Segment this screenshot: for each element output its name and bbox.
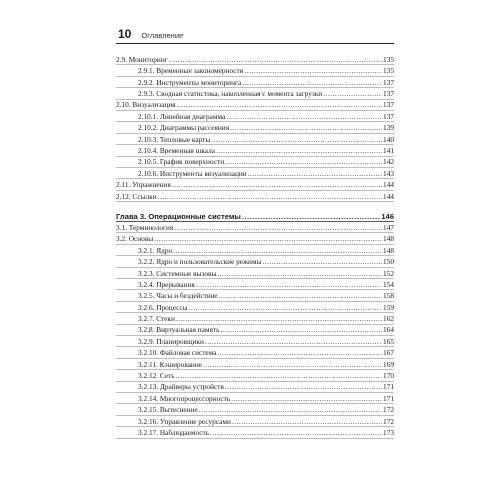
toc-entry-title: 3.2.16. Управление ресурсами xyxy=(138,416,231,426)
toc-entry-page: 144 xyxy=(383,191,394,201)
toc-entry-page: 135 xyxy=(383,66,394,76)
toc-entry-title: 2.10.3. Тепловые карты xyxy=(138,134,211,144)
toc-entry-title: 3.2.10. Файловая система xyxy=(138,348,217,358)
toc-leader-dots xyxy=(245,66,382,75)
toc-entry-title: 3.2. Основы xyxy=(116,234,154,244)
toc-leader-dots xyxy=(217,269,382,278)
toc-leader-dots xyxy=(172,180,382,189)
toc-entry-page: 173 xyxy=(383,428,394,437)
toc-entry-page: 137 xyxy=(383,89,394,99)
toc-entry-page: 165 xyxy=(383,336,394,346)
toc-entry-title: 2.10.1. Линейная диаграмма xyxy=(138,111,226,121)
toc-entry-page: 162 xyxy=(383,314,394,324)
toc-leader-dots xyxy=(219,291,383,300)
toc-chapter-entry[interactable] xyxy=(116,208,394,222)
toc-entry-title: 3.2.17. Наблюдаемость xyxy=(138,428,210,437)
toc-entry[interactable] xyxy=(116,145,394,156)
toc-leader-dots xyxy=(230,123,382,132)
toc-entry-page: 140 xyxy=(383,134,394,144)
toc-entry[interactable] xyxy=(116,336,394,347)
toc-entry-page: 147 xyxy=(383,222,394,232)
toc-leader-dots xyxy=(173,246,382,255)
toc-entry-title: 2.9.3. Сводная статистика, накопленная с момента загрузки xyxy=(138,89,323,99)
toc-entry[interactable] xyxy=(116,347,394,358)
toc-leader-dots xyxy=(242,78,382,87)
toc-entry-title: 3.2.11. Кэширование xyxy=(138,359,202,369)
toc-entry-page: 164 xyxy=(383,325,394,335)
toc-entry[interactable] xyxy=(116,233,394,244)
toc-entry-title: 3.2.13. Драйверы устройств xyxy=(138,382,224,392)
toc-entry-title: 2.9.1. Временные закономерности xyxy=(138,66,244,76)
toc-entry-title: 3.1. Терминология xyxy=(116,222,174,232)
toc-leader-dots xyxy=(248,169,382,178)
toc-entry-title: 2.10.4. Временная шкала xyxy=(138,146,215,156)
toc-entry-page: 172 xyxy=(383,416,394,426)
toc-leader-dots xyxy=(216,146,382,155)
toc-leader-dots xyxy=(217,348,382,357)
toc-entry[interactable] xyxy=(116,302,394,313)
toc-leader-dots xyxy=(205,337,382,346)
toc-entry-title: 3.2.15. Вытеснение xyxy=(138,405,198,415)
toc-entry[interactable] xyxy=(116,65,394,76)
chapter-page: 146 xyxy=(381,211,394,221)
toc-entry[interactable] xyxy=(116,393,394,404)
toc-leader-dots xyxy=(169,55,382,64)
toc-leader-dots xyxy=(176,314,382,323)
toc-leader-dots xyxy=(211,135,382,144)
toc-leader-dots xyxy=(176,371,382,380)
toc-entry[interactable] xyxy=(116,100,394,111)
toc-entry-page: 169 xyxy=(383,359,394,369)
toc-leader-dots xyxy=(263,257,383,266)
toc-entry-title: 2.11. Упражнения xyxy=(116,180,171,190)
toc-entry-page: 158 xyxy=(383,291,394,301)
toc-entry-page: 170 xyxy=(383,371,394,381)
toc-entry-page: 171 xyxy=(383,393,394,403)
toc-entry-page: 143 xyxy=(383,168,394,178)
toc-leader-dots xyxy=(242,212,380,221)
table-of-contents xyxy=(116,54,394,439)
spacer xyxy=(116,202,394,206)
toc-entry-page: 144 xyxy=(383,180,394,190)
running-title: Оглавление xyxy=(141,31,184,40)
toc-leader-dots xyxy=(189,303,383,312)
toc-leader-dots xyxy=(225,157,382,166)
toc-entry[interactable] xyxy=(116,370,394,381)
toc-entry-page: 142 xyxy=(383,157,394,167)
toc-entry-title: 3.2.8. Виртуальная память xyxy=(138,325,220,335)
toc-entry-page: 137 xyxy=(383,77,394,87)
toc-entry[interactable] xyxy=(116,404,394,415)
toc-entry-page: 171 xyxy=(383,382,394,392)
toc-entry[interactable] xyxy=(116,134,394,145)
running-header xyxy=(116,27,394,44)
toc-entry[interactable] xyxy=(116,111,394,122)
toc-entry-title: 3.2.9. Планировщики xyxy=(138,336,204,346)
toc-entry-title: 3.2.3. Системные вызовы xyxy=(138,268,217,278)
toc-entry-title: 2.10. Визуализация xyxy=(116,100,176,110)
toc-leader-dots xyxy=(226,112,382,121)
toc-entry-title: 3.2.6. Процессы xyxy=(138,302,188,312)
toc-entry-page: 148 xyxy=(383,234,394,244)
toc-leader-dots xyxy=(220,325,382,334)
toc-entry[interactable] xyxy=(116,382,394,393)
toc-entry-title: 3.2.5. Часы и бездействие xyxy=(138,291,218,301)
toc-entry-page: 135 xyxy=(383,54,394,64)
toc-entry[interactable] xyxy=(116,168,394,179)
toc-leader-dots xyxy=(174,223,382,232)
toc-entry-page: 154 xyxy=(383,279,394,289)
toc-entry[interactable] xyxy=(116,325,394,336)
toc-entry-title: 2.9. Мониторинг xyxy=(116,54,168,64)
toc-entry-page: 159 xyxy=(383,302,394,312)
toc-entry[interactable] xyxy=(116,279,394,290)
toc-leader-dots xyxy=(196,280,382,289)
toc-entry-title: 2.12. Ссылки xyxy=(116,191,157,201)
page-number: 10 xyxy=(118,27,132,41)
toc-entry-title: 2.10.5. График поверхности xyxy=(138,157,225,167)
toc-entry[interactable] xyxy=(116,268,394,279)
toc-leader-dots xyxy=(158,192,382,201)
toc-entry-page: 137 xyxy=(383,100,394,110)
toc-entry-page: 137 xyxy=(383,111,394,121)
toc-entry[interactable] xyxy=(116,191,394,202)
toc-entry[interactable] xyxy=(116,256,394,267)
toc-entry-title: 2.9.2. Инструменты мониторинга xyxy=(138,77,242,87)
toc-leader-dots xyxy=(177,100,382,109)
toc-entry[interactable] xyxy=(116,313,394,324)
toc-entry-page: 139 xyxy=(383,123,394,133)
toc-leader-dots xyxy=(203,360,382,369)
chapter-title: Глава 3. Операционные системы xyxy=(116,211,241,221)
toc-entry-title: 2.10.6. Инструменты визуализации xyxy=(138,168,247,178)
toc-entry[interactable] xyxy=(116,88,394,99)
toc-leader-dots xyxy=(154,234,382,243)
toc-entry[interactable] xyxy=(116,54,394,65)
toc-entry-page: 150 xyxy=(383,257,394,267)
toc-leader-dots xyxy=(232,417,382,426)
toc-entry-page: 172 xyxy=(383,405,394,415)
toc-entry-page: 141 xyxy=(383,146,394,156)
toc-entry[interactable] xyxy=(116,245,394,256)
toc-entry-title: 2.10.2. Диаграммы рассеяния xyxy=(138,123,230,133)
toc-entry[interactable] xyxy=(116,77,394,88)
toc-leader-dots xyxy=(210,428,382,437)
toc-entry-page: 152 xyxy=(383,268,394,278)
toc-leader-dots xyxy=(231,394,382,403)
toc-entry-title: 3.2.12. Сеть xyxy=(138,371,175,381)
toc-leader-dots xyxy=(323,89,382,98)
toc-entry[interactable] xyxy=(116,359,394,370)
toc-entry[interactable] xyxy=(116,290,394,301)
toc-entry[interactable] xyxy=(116,179,394,190)
toc-entry[interactable] xyxy=(116,157,394,168)
toc-leader-dots xyxy=(225,382,382,391)
toc-entry-title: 3.2.7. Стеки xyxy=(138,314,175,324)
toc-entry[interactable] xyxy=(116,416,394,427)
toc-entry-title: 3.2.4. Прерывания xyxy=(138,279,195,289)
toc-entry-page: 148 xyxy=(383,245,394,255)
toc-entry-title: 3.2.14. Многопроцессорность xyxy=(138,393,231,403)
toc-entry[interactable] xyxy=(116,122,394,133)
toc-entry-page: 167 xyxy=(383,348,394,358)
toc-entry[interactable] xyxy=(116,427,394,438)
toc-entry[interactable] xyxy=(116,222,394,233)
toc-entry-title: 3.2.2. Ядро и пользовательские режимы xyxy=(138,257,262,267)
toc-leader-dots xyxy=(199,405,382,414)
toc-entry-title: 3.2.1. Ядро xyxy=(138,245,173,255)
